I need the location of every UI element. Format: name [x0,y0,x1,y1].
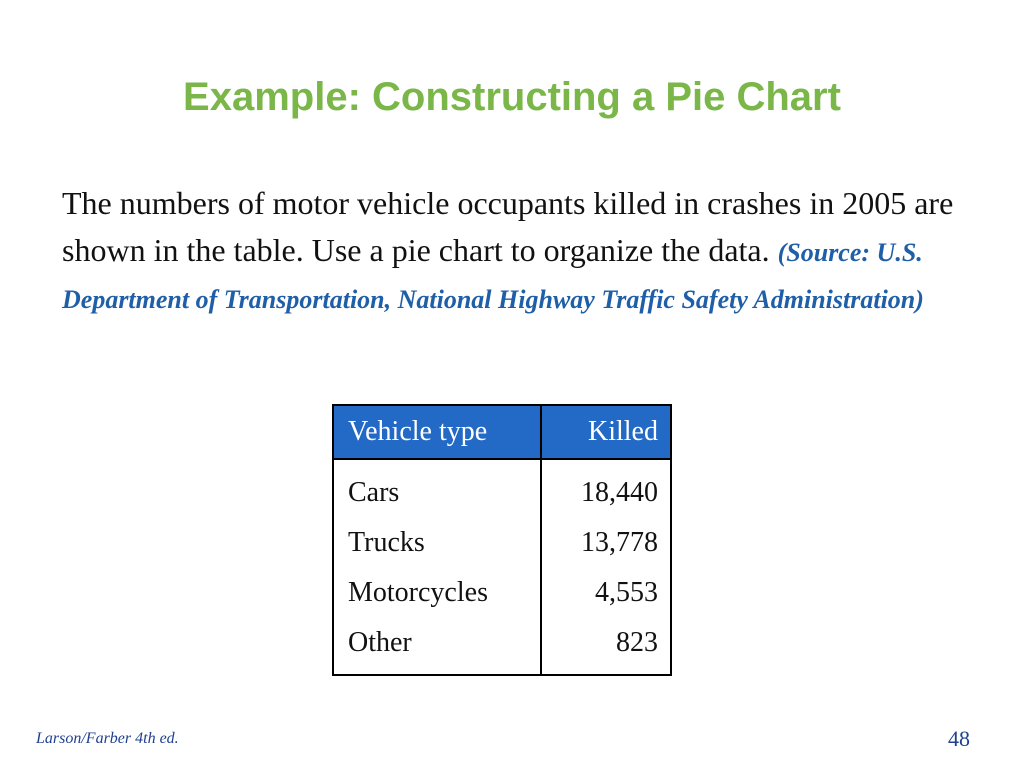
vehicle-table [332,404,672,676]
body-text: The numbers of motor vehicle occupants killed in crashes in 2005 are shown in the table. Use a pie chart to organize the data. [62,185,954,268]
killed-cell: 18,440 [581,477,658,508]
column-header-vehicle-type: Vehicle type [333,405,541,459]
killed-cell: 823 [616,627,658,658]
killed-cell: 4,553 [595,577,658,608]
page-number: 48 [948,726,970,751]
vehicle-type-cell: Other [333,618,541,675]
table-row [333,618,671,675]
column-header-killed: Killed [541,405,671,459]
body-paragraph [62,180,982,321]
table-row [333,459,671,518]
vehicle-type-cell: Motorcycles [333,568,541,618]
footer-citation: Larson/Farber 4th ed. [36,730,179,747]
table-header-row [333,405,671,459]
killed-cell: 13,778 [581,527,658,558]
table-row [333,568,671,618]
slide-title: Example: Constructing a Pie Chart [183,75,841,119]
table-row [333,518,671,568]
vehicle-type-cell: Cars [333,459,541,518]
source-citation: (Source: U.S. Department of Transportation, National Highway Traffic Safety Administration) [62,238,924,314]
vehicle-type-cell: Trucks [333,518,541,568]
